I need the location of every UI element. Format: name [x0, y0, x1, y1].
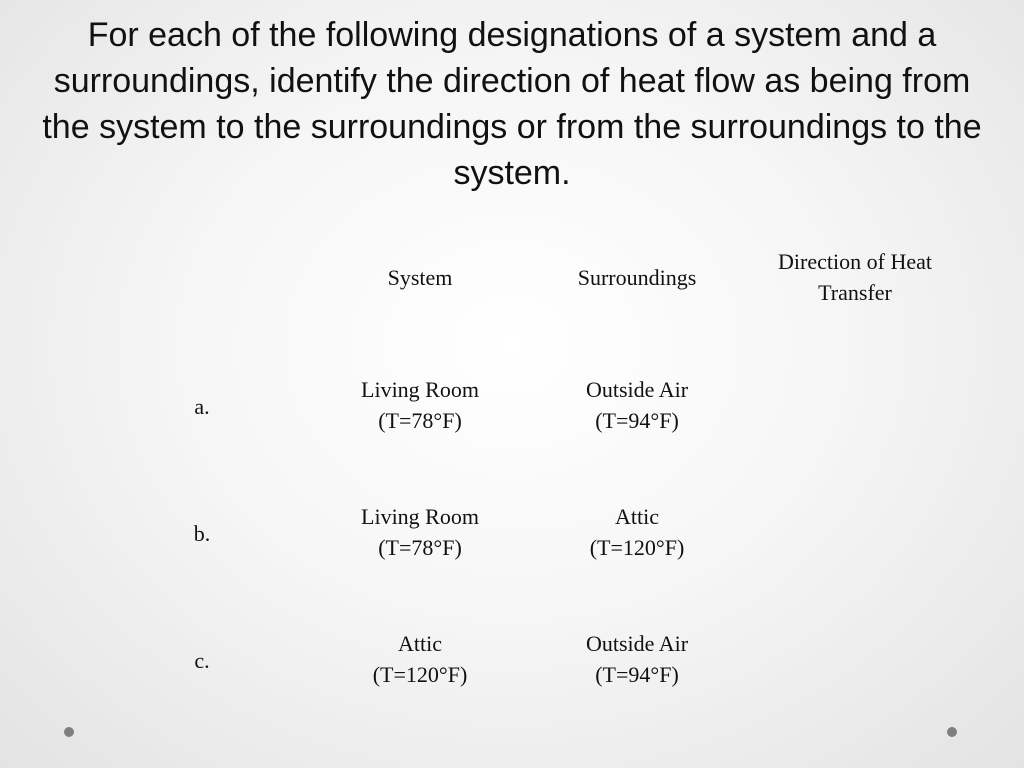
row-c-surroundings-temp: (T=94°F)	[595, 662, 679, 687]
row-c-surroundings	[527, 628, 747, 690]
row-b-system-temp: (T=78°F)	[378, 535, 462, 560]
row-a-system	[310, 374, 530, 436]
row-a-surroundings-temp: (T=94°F)	[595, 408, 679, 433]
header-surroundings: Surroundings	[577, 265, 697, 290]
row-c-surroundings-name: Outside Air	[585, 631, 689, 656]
row-b-surroundings-temp: (T=120°F)	[589, 535, 685, 560]
corner-dot-left	[64, 727, 74, 737]
header-direction-line2: Transfer	[818, 280, 892, 305]
row-a-system-name: Living Room	[361, 377, 479, 402]
row-b-surroundings-name: Attic	[615, 504, 659, 529]
row-c-system-temp: (T=120°F)	[372, 662, 468, 687]
row-b-system-name: Living Room	[361, 504, 479, 529]
row-c-label: c.	[194, 648, 210, 673]
slide-title: For each of the following designations of a system and a surroundings, identify the direction of heat flow as being from the system to the surroundings or from the surroundings to the system.	[42, 16, 982, 192]
row-b-surroundings	[527, 501, 747, 563]
corner-dot-right	[947, 727, 957, 737]
header-direction-line1: Direction of Heat	[778, 249, 932, 274]
row-c-system-name: Attic	[398, 631, 442, 656]
row-a-system-temp: (T=78°F)	[378, 408, 462, 433]
row-a-surroundings	[527, 374, 747, 436]
row-a-label: a.	[194, 394, 210, 419]
row-c-system	[310, 628, 530, 690]
row-b-label: b.	[193, 521, 211, 546]
header-direction	[745, 246, 965, 308]
row-a-surroundings-name: Outside Air	[585, 377, 689, 402]
header-system: System	[387, 265, 453, 290]
row-b-system	[310, 501, 530, 563]
